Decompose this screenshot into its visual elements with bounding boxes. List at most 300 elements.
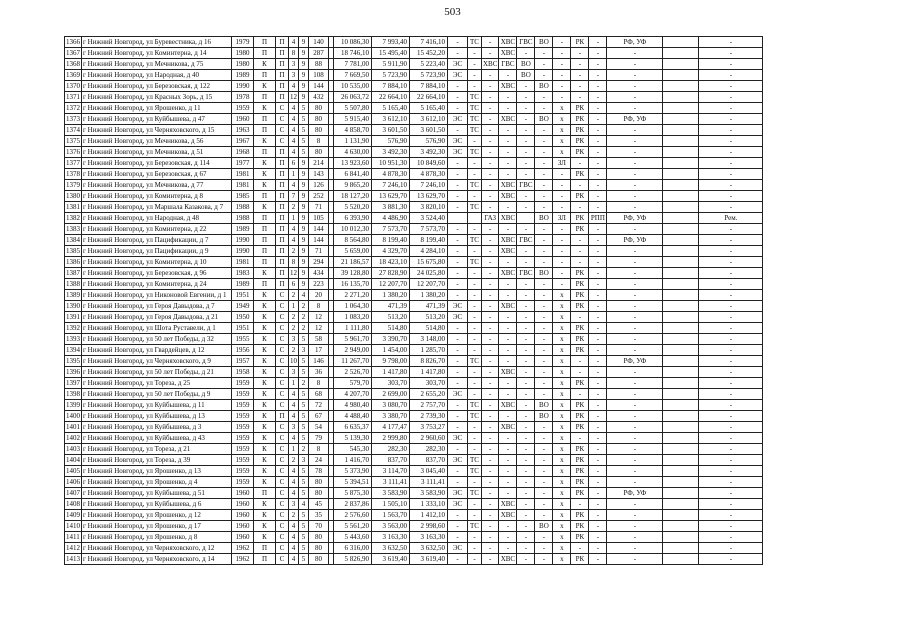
table-cell: 80 — [309, 103, 329, 114]
table-cell: 21 186,57 — [334, 257, 372, 268]
table-cell: - — [589, 224, 607, 235]
table-cell: 3 601,50 — [410, 125, 448, 136]
table-cell: 4 — [289, 477, 299, 488]
table-cell: К — [254, 400, 276, 411]
table-cell: П — [276, 279, 289, 290]
table-cell: - — [448, 510, 468, 521]
table-cell: 5 — [299, 356, 309, 367]
table-cell: С — [276, 323, 289, 334]
table-cell: 3 080,70 — [372, 400, 410, 411]
table-cell: - — [571, 81, 589, 92]
table-cell: - — [517, 521, 535, 532]
table-row — [65, 257, 763, 268]
table-cell: 1 416,70 — [334, 455, 372, 466]
table-cell: - — [517, 147, 535, 158]
table-cell: - — [448, 191, 468, 202]
table-cell: х — [553, 125, 571, 136]
table-cell: - — [535, 103, 553, 114]
table-cell: х — [553, 444, 571, 455]
table-cell: 1381 — [66, 203, 80, 211]
table-cell: - — [535, 488, 553, 499]
table-cell: - — [517, 356, 535, 367]
table-cell: - — [589, 323, 607, 334]
table-cell: - — [607, 92, 663, 103]
table-cell: 2 271,20 — [334, 290, 372, 301]
table-cell: - — [553, 224, 571, 235]
table-cell — [663, 103, 699, 114]
table-cell: - — [553, 59, 571, 70]
table-cell: - — [607, 169, 663, 180]
table-cell: - — [589, 455, 607, 466]
table-cell: ТС — [468, 37, 482, 48]
table-cell: 1384 — [66, 236, 80, 244]
table-cell: - — [468, 301, 482, 312]
table-cell: - — [468, 532, 482, 543]
table-cell: - — [468, 444, 482, 455]
table-cell: х — [553, 367, 571, 378]
table-cell: 1981 — [232, 180, 254, 191]
table-cell: - — [482, 301, 499, 312]
table-row — [65, 301, 763, 312]
table-cell: РК — [571, 213, 589, 224]
table-row — [65, 378, 763, 389]
table-cell — [663, 114, 699, 125]
table-cell: - — [589, 378, 607, 389]
table-cell: П — [276, 48, 289, 59]
table-cell: К — [254, 301, 276, 312]
table-cell: 18 423,10 — [372, 257, 410, 268]
table-cell: - — [482, 323, 499, 334]
table-cell: С — [276, 334, 289, 345]
table-cell: г Нижний Новгород, ул Коминтерна, д 14 — [82, 48, 232, 59]
table-cell: 5 915,40 — [334, 114, 372, 125]
table-cell: - — [517, 543, 535, 554]
table-cell: - — [571, 257, 589, 268]
table-cell: - — [589, 422, 607, 433]
table-cell: - — [448, 290, 468, 301]
table-cell — [663, 488, 699, 499]
table-cell: РФ, УФ — [607, 488, 663, 499]
table-cell: 1375 — [66, 137, 80, 145]
table-cell: г Нижний Новгород, ул Буревестника, д 16 — [82, 37, 232, 48]
table-row — [65, 48, 763, 59]
table-cell: 71 — [309, 246, 329, 257]
table-cell: - — [535, 224, 553, 235]
table-cell: - — [468, 81, 482, 92]
table-cell: - — [482, 92, 499, 103]
table-cell: 2 699,00 — [372, 389, 410, 400]
table-cell: 24 — [309, 455, 329, 466]
table-cell: - — [607, 268, 663, 279]
table-cell: 5 — [299, 433, 309, 444]
table-cell: 4 878,30 — [410, 169, 448, 180]
table-cell: 2 837,86 — [334, 499, 372, 510]
table-cell: ГВС — [517, 37, 535, 48]
table-cell: 4 207,70 — [334, 389, 372, 400]
table-cell: 2 998,60 — [410, 521, 448, 532]
table-cell — [663, 422, 699, 433]
table-cell: ЭС — [448, 433, 468, 444]
table-cell: ЭС — [448, 70, 468, 81]
table-cell: - — [589, 147, 607, 158]
table-cell: 1 — [289, 378, 299, 389]
table-cell: 2 — [289, 312, 299, 323]
table-cell: 4 630,00 — [334, 147, 372, 158]
table-cell: 2 — [289, 510, 299, 521]
table-cell: 1959 — [232, 477, 254, 488]
table-cell: - — [589, 510, 607, 521]
table-cell: 105 — [309, 213, 329, 224]
table-cell: 5 — [299, 532, 309, 543]
table-cell: 5 165,40 — [410, 103, 448, 114]
table-cell: - — [517, 48, 535, 59]
table-cell: К — [254, 136, 276, 147]
table-cell: РК — [571, 191, 589, 202]
table-cell: - — [607, 543, 663, 554]
table-cell: - — [589, 543, 607, 554]
table-cell: ЭС — [448, 488, 468, 499]
table-cell: - — [482, 334, 499, 345]
table-cell: П — [276, 81, 289, 92]
table-cell: 1960 — [232, 532, 254, 543]
table-row — [65, 477, 763, 488]
table-cell: 1390 — [66, 302, 80, 310]
table-cell: г Нижний Новгород, ул Пацификации, д 9 — [82, 246, 232, 257]
table-cell: 1988 — [232, 213, 254, 224]
table-cell: 303,70 — [410, 378, 448, 389]
table-cell: 4 — [289, 433, 299, 444]
table-cell: 3 619,40 — [410, 554, 448, 565]
table-cell: 5 — [299, 411, 309, 422]
table-cell: - — [468, 499, 482, 510]
table-cell: П — [254, 257, 276, 268]
table-cell: 1377 — [66, 159, 80, 167]
table-cell: РК — [571, 147, 589, 158]
table-cell: 1990 — [232, 81, 254, 92]
table-cell — [663, 499, 699, 510]
table-cell: 3 619,40 — [372, 554, 410, 565]
table-cell: П — [276, 158, 289, 169]
table-cell: 5 — [299, 400, 309, 411]
table-cell: - — [607, 136, 663, 147]
table-cell: - — [589, 433, 607, 444]
table-cell: г Нижний Новгород, ул Березовская, д 96 — [82, 268, 232, 279]
table-cell: - — [482, 400, 499, 411]
table-cell: г Нижний Новгород, ул Коминтерна, д 22 — [82, 224, 232, 235]
table-cell: 1 563,70 — [372, 510, 410, 521]
table-cell: - — [699, 466, 763, 477]
table-cell: 1374 — [66, 126, 80, 134]
table-cell: - — [535, 246, 553, 257]
table-cell: 1983 — [232, 268, 254, 279]
table-cell: 1 417,80 — [372, 367, 410, 378]
table-cell: - — [607, 103, 663, 114]
table-cell: 1376 — [66, 148, 80, 156]
table-cell: П — [276, 59, 289, 70]
table-cell — [663, 378, 699, 389]
table-cell — [663, 279, 699, 290]
table-cell: 5 394,51 — [334, 477, 372, 488]
table-cell: - — [699, 499, 763, 510]
table-cell: 1401 — [66, 423, 80, 431]
table-cell: - — [571, 202, 589, 213]
table-cell: ЗЛ — [553, 213, 571, 224]
table-cell: - — [517, 224, 535, 235]
table-cell: 8 — [289, 48, 299, 59]
table-cell: 7 781,00 — [334, 59, 372, 70]
table-cell: - — [448, 521, 468, 532]
table-cell: - — [699, 510, 763, 521]
table-cell: - — [499, 521, 517, 532]
table-cell: 1985 — [232, 191, 254, 202]
table-cell: 4 488,40 — [334, 411, 372, 422]
table-cell: 3 — [289, 367, 299, 378]
table-cell: 9 — [299, 158, 309, 169]
table-cell — [663, 389, 699, 400]
table-cell: г Нижний Новгород, ул Куйбышева, д 47 — [82, 114, 232, 125]
table-cell: 5 723,90 — [410, 70, 448, 81]
table-cell: РК — [571, 323, 589, 334]
table-cell: - — [607, 554, 663, 565]
table-cell: ВО — [535, 411, 553, 422]
table-cell: - — [448, 554, 468, 565]
table-cell: - — [535, 510, 553, 521]
table-cell: - — [589, 554, 607, 565]
table-cell: 9 — [299, 202, 309, 213]
table-cell: - — [535, 290, 553, 301]
table-cell: 1408 — [66, 500, 80, 508]
table-cell: 8 — [309, 378, 329, 389]
table-cell: - — [699, 147, 763, 158]
table-cell: - — [468, 433, 482, 444]
table-cell: П — [254, 114, 276, 125]
table-cell — [663, 169, 699, 180]
table-cell: - — [517, 290, 535, 301]
table-cell: - — [571, 499, 589, 510]
table-cell: 8 — [309, 444, 329, 455]
table-cell: - — [517, 389, 535, 400]
table-cell: - — [699, 367, 763, 378]
table-cell: - — [468, 323, 482, 334]
table-cell: - — [468, 224, 482, 235]
table-cell: ХВС — [500, 401, 516, 409]
table-cell: 4 — [289, 235, 299, 246]
table-cell: 837,70 — [372, 455, 410, 466]
table-cell: г Нижний Новгород, ул Шота Руставели, д 1 — [82, 323, 232, 334]
table-cell: ЭС — [448, 301, 468, 312]
table-cell: 7 246,10 — [372, 180, 410, 191]
table-cell: 2 655,20 — [410, 389, 448, 400]
table-cell: - — [468, 191, 482, 202]
table-cell: 1951 — [232, 323, 254, 334]
table-cell: П — [276, 202, 289, 213]
table-cell: 1968 — [232, 147, 254, 158]
table-row — [65, 466, 763, 477]
table-cell: 11 267,70 — [334, 356, 372, 367]
table-cell: 140 — [309, 37, 329, 48]
table-cell: ТС — [468, 466, 482, 477]
table-cell: С — [276, 290, 289, 301]
table-cell: - — [589, 92, 607, 103]
table-cell: - — [589, 488, 607, 499]
table-row — [65, 356, 763, 367]
table-cell: 1959 — [232, 411, 254, 422]
table-cell — [663, 345, 699, 356]
table-cell: 3 583,90 — [410, 488, 448, 499]
table-cell: - — [699, 235, 763, 246]
table-cell: г Нижний Новгород, ул Тореза, д 21 — [82, 444, 232, 455]
table-cell: - — [589, 521, 607, 532]
table-cell: 2 526,70 — [334, 367, 372, 378]
table-cell: ТС — [468, 125, 482, 136]
table-cell: 1959 — [232, 466, 254, 477]
table-cell: С — [276, 444, 289, 455]
table-cell: П — [276, 92, 289, 103]
table-row — [65, 488, 763, 499]
table-cell: - — [699, 477, 763, 488]
table-cell: 4 — [289, 543, 299, 554]
table-cell: 2 949,00 — [334, 345, 372, 356]
table-cell: 2 — [299, 378, 309, 389]
table-cell: 146 — [309, 356, 329, 367]
table-cell: - — [448, 169, 468, 180]
table-cell: П — [254, 279, 276, 290]
table-cell: - — [448, 334, 468, 345]
table-cell: 12 — [290, 93, 297, 101]
table-cell: - — [517, 323, 535, 334]
table-cell: - — [589, 125, 607, 136]
table-cell: 1979 — [232, 37, 254, 48]
table-cell: - — [448, 268, 468, 279]
table-cell: П — [276, 147, 289, 158]
table-cell: - — [482, 268, 499, 279]
table-cell: 5 139,30 — [334, 433, 372, 444]
table-cell: г Нижний Новгород, ул Куйбышева, д 51 — [82, 488, 232, 499]
table-cell: - — [468, 543, 482, 554]
table-cell: 2 — [289, 202, 299, 213]
table-cell: - — [468, 510, 482, 521]
table-cell: - — [448, 323, 468, 334]
table-cell: - — [482, 543, 499, 554]
table-cell: - — [607, 147, 663, 158]
table-cell: С — [276, 389, 289, 400]
table-row — [65, 532, 763, 543]
table-cell: х — [553, 290, 571, 301]
table-cell: - — [699, 202, 763, 213]
table-cell: - — [571, 367, 589, 378]
table-cell: - — [482, 114, 499, 125]
table-cell: 3 390,70 — [372, 334, 410, 345]
table-row — [65, 400, 763, 411]
table-cell: 3 111,41 — [372, 477, 410, 488]
table-cell: - — [448, 367, 468, 378]
table-cell — [663, 92, 699, 103]
table-cell: - — [499, 488, 517, 499]
table-cell: ХВС — [500, 192, 516, 200]
table-cell: РК — [571, 136, 589, 147]
table-cell: х — [553, 411, 571, 422]
table-cell: 1960 — [232, 114, 254, 125]
table-cell: - — [553, 92, 571, 103]
table-cell: - — [589, 268, 607, 279]
table-cell: - — [482, 499, 499, 510]
table-cell — [663, 301, 699, 312]
table-cell: 3 — [289, 59, 299, 70]
table-cell: - — [553, 191, 571, 202]
table-cell: - — [517, 125, 535, 136]
table-cell: - — [607, 367, 663, 378]
table-cell — [663, 554, 699, 565]
table-cell: - — [699, 125, 763, 136]
table-cell: - — [699, 59, 763, 70]
table-cell: - — [607, 510, 663, 521]
table-cell: П — [276, 235, 289, 246]
table-cell: 70 — [309, 521, 329, 532]
table-cell: П — [254, 213, 276, 224]
table-cell: 1403 — [66, 445, 80, 453]
table-cell: 5 — [299, 367, 309, 378]
table-cell: - — [589, 202, 607, 213]
table-cell: 26 063,72 — [334, 92, 372, 103]
table-cell: - — [699, 301, 763, 312]
table-row — [65, 279, 763, 290]
table-cell: П — [254, 147, 276, 158]
table-cell: - — [482, 224, 499, 235]
table-cell — [663, 257, 699, 268]
table-cell: - — [448, 48, 468, 59]
table-cell: - — [589, 477, 607, 488]
table-cell: К — [254, 532, 276, 543]
table-cell: 1 131,90 — [334, 136, 372, 147]
table-cell: ЭС — [448, 114, 468, 125]
table-cell: - — [589, 37, 607, 48]
table-cell: К — [254, 433, 276, 444]
table-cell: П — [254, 125, 276, 136]
table-cell: - — [607, 224, 663, 235]
table-cell: 3 612,10 — [410, 114, 448, 125]
table-cell: П — [254, 488, 276, 499]
table-cell: 13 629,70 — [410, 191, 448, 202]
table-cell: 5 373,90 — [334, 466, 372, 477]
table-cell: С — [276, 510, 289, 521]
table-cell: - — [589, 235, 607, 246]
table-cell: - — [535, 70, 553, 81]
table-cell: г Нижний Новгород, ул Ярошенко, д 17 — [82, 521, 232, 532]
table-cell: 13 923,60 — [334, 158, 372, 169]
table-cell — [663, 213, 699, 224]
table-cell — [663, 477, 699, 488]
table-cell: 2 — [299, 323, 309, 334]
table-cell: - — [699, 532, 763, 543]
table-cell: г Нижний Новгород, ул Пацификации, д 7 — [82, 235, 232, 246]
table-cell: - — [699, 37, 763, 48]
table-cell: - — [699, 180, 763, 191]
table-cell: - — [517, 433, 535, 444]
table-cell: 10 849,60 — [410, 158, 448, 169]
table-row — [65, 235, 763, 246]
table-cell: - — [482, 466, 499, 477]
table-cell — [663, 532, 699, 543]
table-cell: 15 495,40 — [372, 48, 410, 59]
table-cell: - — [589, 334, 607, 345]
table-cell — [663, 70, 699, 81]
table-cell: - — [517, 510, 535, 521]
table-cell: - — [448, 257, 468, 268]
table-cell: - — [535, 202, 553, 213]
table-cell: г Нижний Новгород, ул Куйбышева, д 43 — [82, 433, 232, 444]
table-cell: - — [589, 532, 607, 543]
table-cell: 576,90 — [410, 136, 448, 147]
